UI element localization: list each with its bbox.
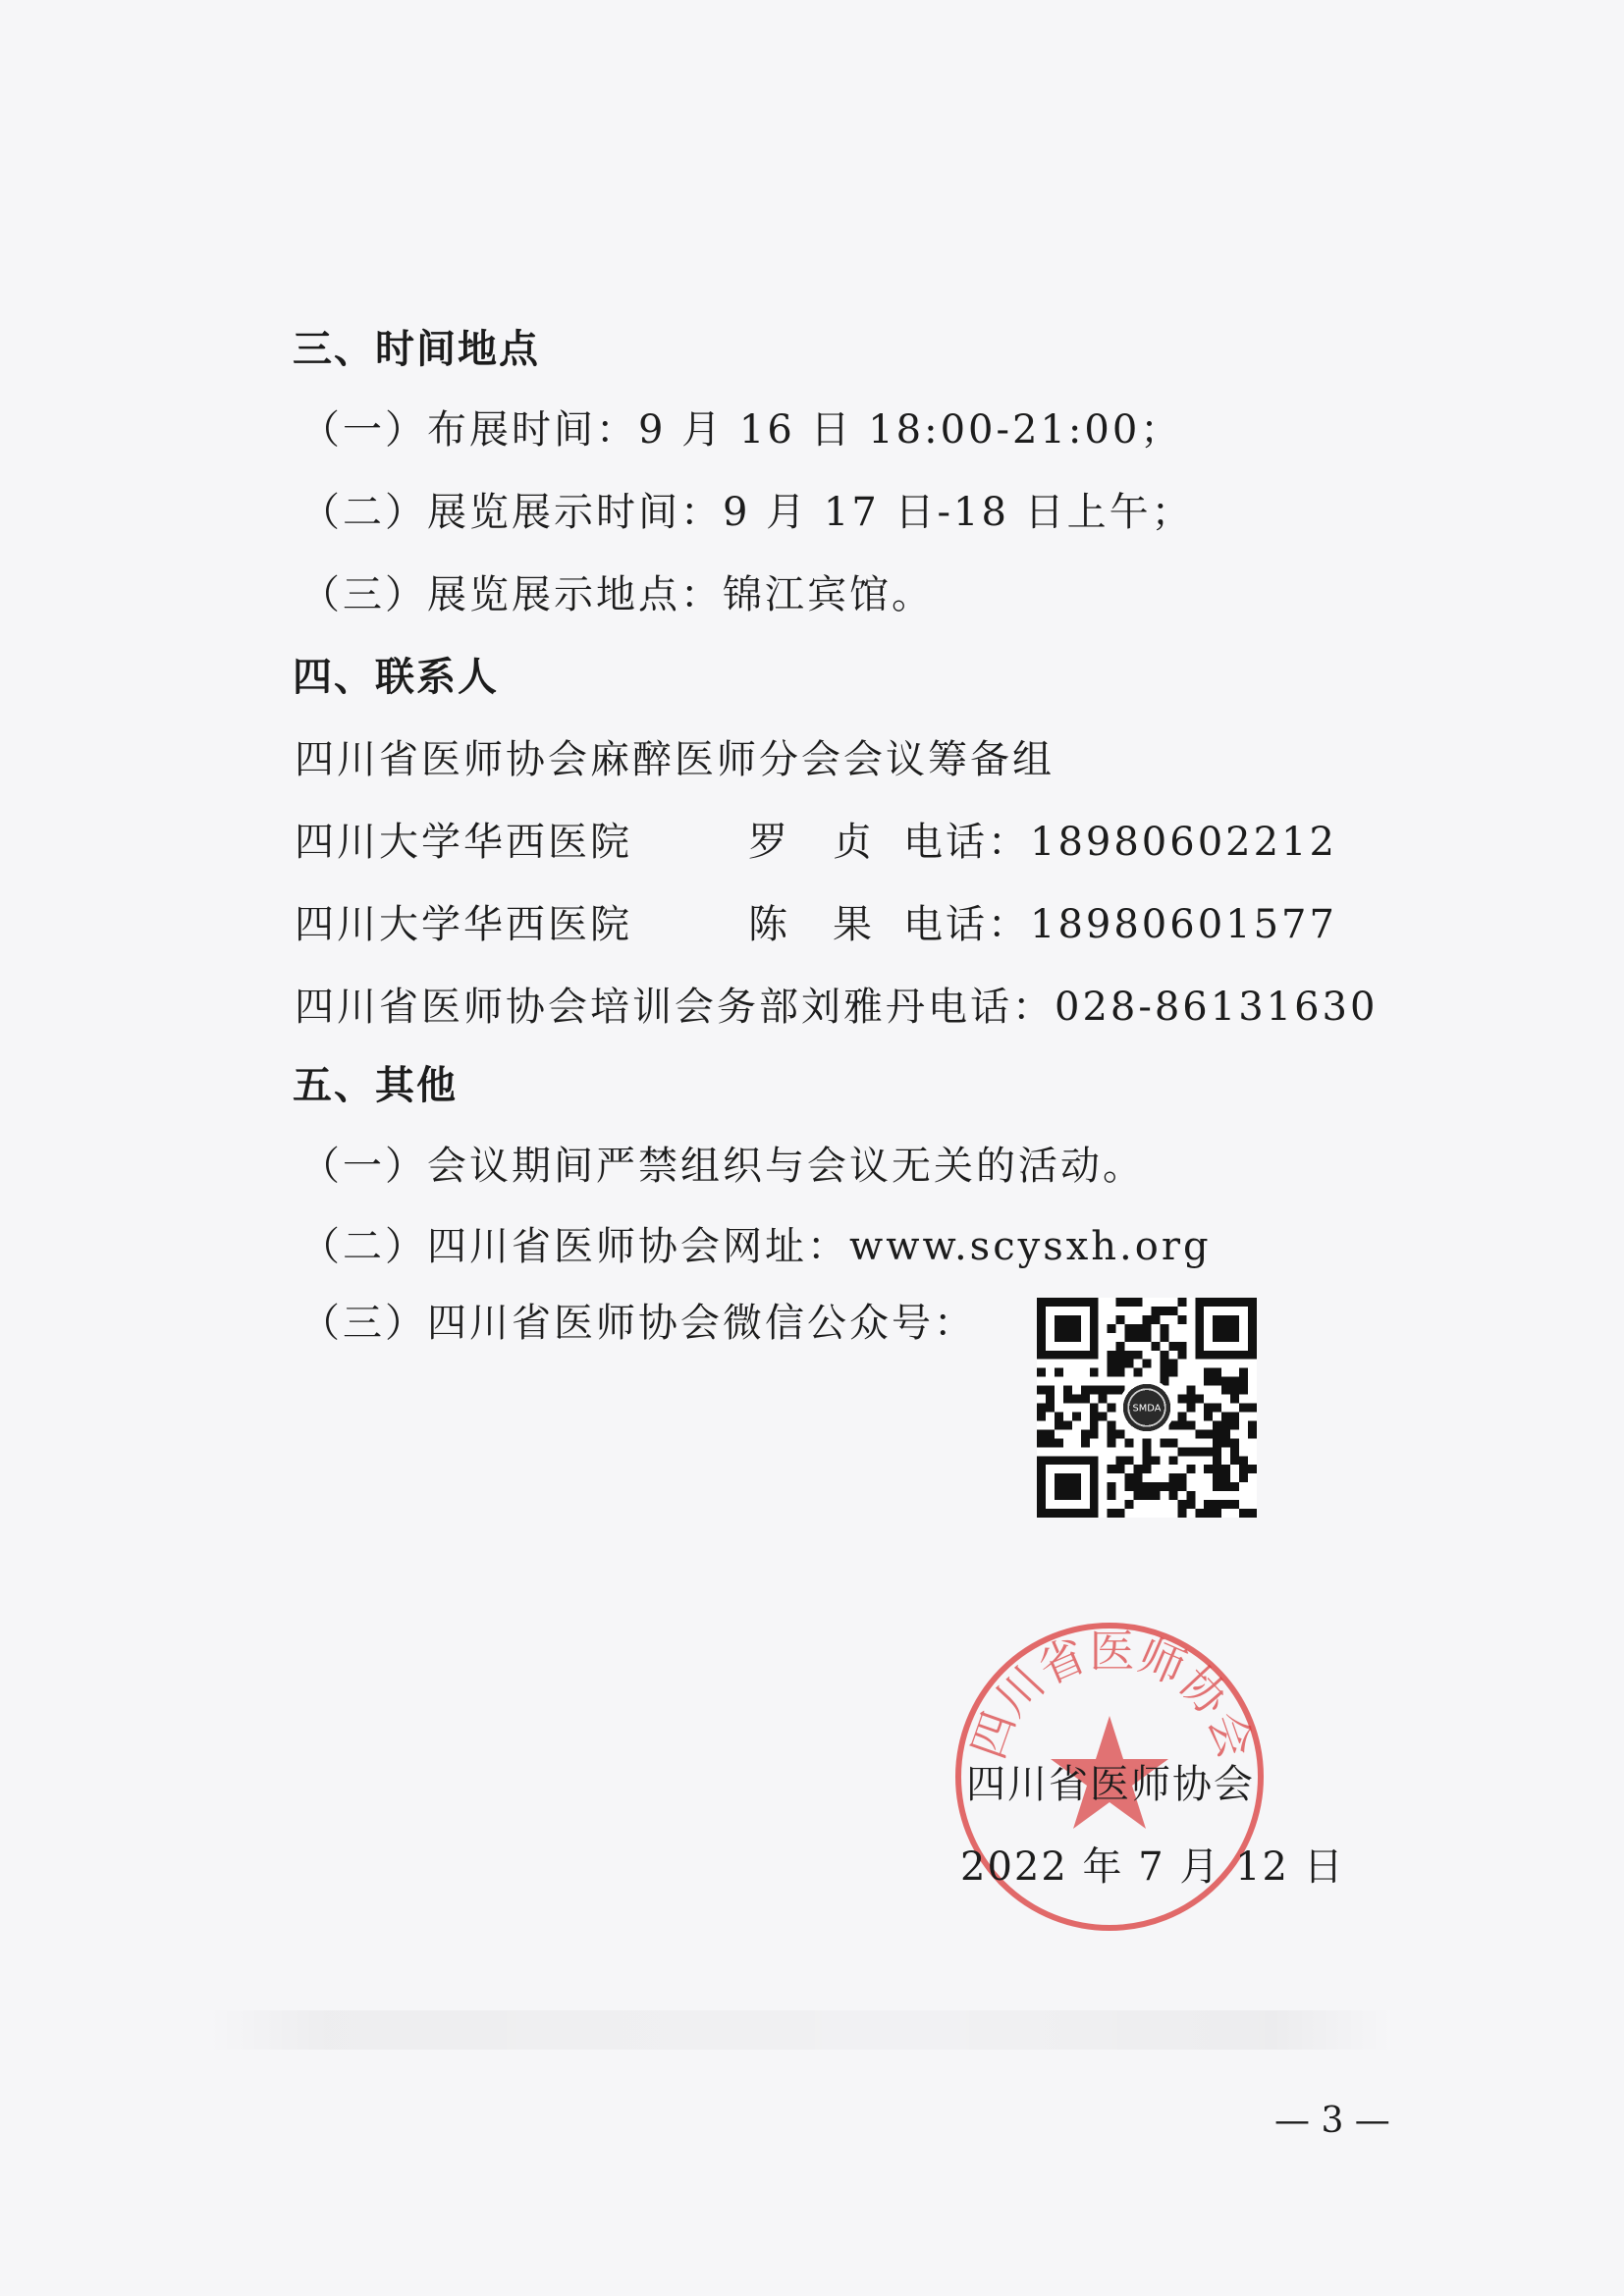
section3-item-3: （三）展览展示地点：锦江宾馆。 [300, 572, 934, 617]
seal-text: 四川省医师协会 [960, 1624, 1264, 1766]
contact-phone: 电话：18980601577 [903, 902, 1337, 947]
wechat-qr-code [1037, 1298, 1257, 1518]
section3-item-2: （二）展览展示时间：9 月 17 日-18 日上午； [300, 490, 1194, 535]
contact-phone: 电话：18980602212 [903, 820, 1337, 865]
signature-org: 四川省医师协会 [966, 1762, 1255, 1807]
section5-item-3: （三）四川省医师协会微信公众号： [300, 1301, 976, 1346]
section3-heading: 三、时间地点 [293, 327, 540, 372]
section5-item-2: （二）四川省医师协会网址：www.scysxh.org [300, 1224, 1212, 1269]
page-number: — 3 — [1274, 2101, 1390, 2141]
qr-logo-text: SMDA [1132, 1403, 1162, 1415]
section5-item-1: （一）会议期间严禁组织与会议无关的活动。 [300, 1144, 1145, 1189]
contact-name: 罗 贞 [748, 820, 875, 865]
contact-org: 四川大学华西医院 [295, 820, 632, 865]
section4-heading: 四、联系人 [293, 655, 499, 700]
section5-heading: 五、其他 [293, 1063, 458, 1108]
scan-artifact [206, 2010, 1394, 2050]
training-contact: 四川省医师协会培训会务部刘雅丹电话：028-86131630 [295, 985, 1379, 1030]
contact-name: 陈 果 [748, 902, 875, 947]
contact-org: 四川大学华西医院 [295, 902, 632, 947]
contact-group: 四川省医师协会麻醉医师分会会议筹备组 [295, 737, 1055, 782]
section3-item-1: （一）布展时间：9 月 16 日 18:00-21:00； [300, 407, 1183, 453]
signature-date: 2022 年 7 月 12 日 [960, 1844, 1345, 1890]
